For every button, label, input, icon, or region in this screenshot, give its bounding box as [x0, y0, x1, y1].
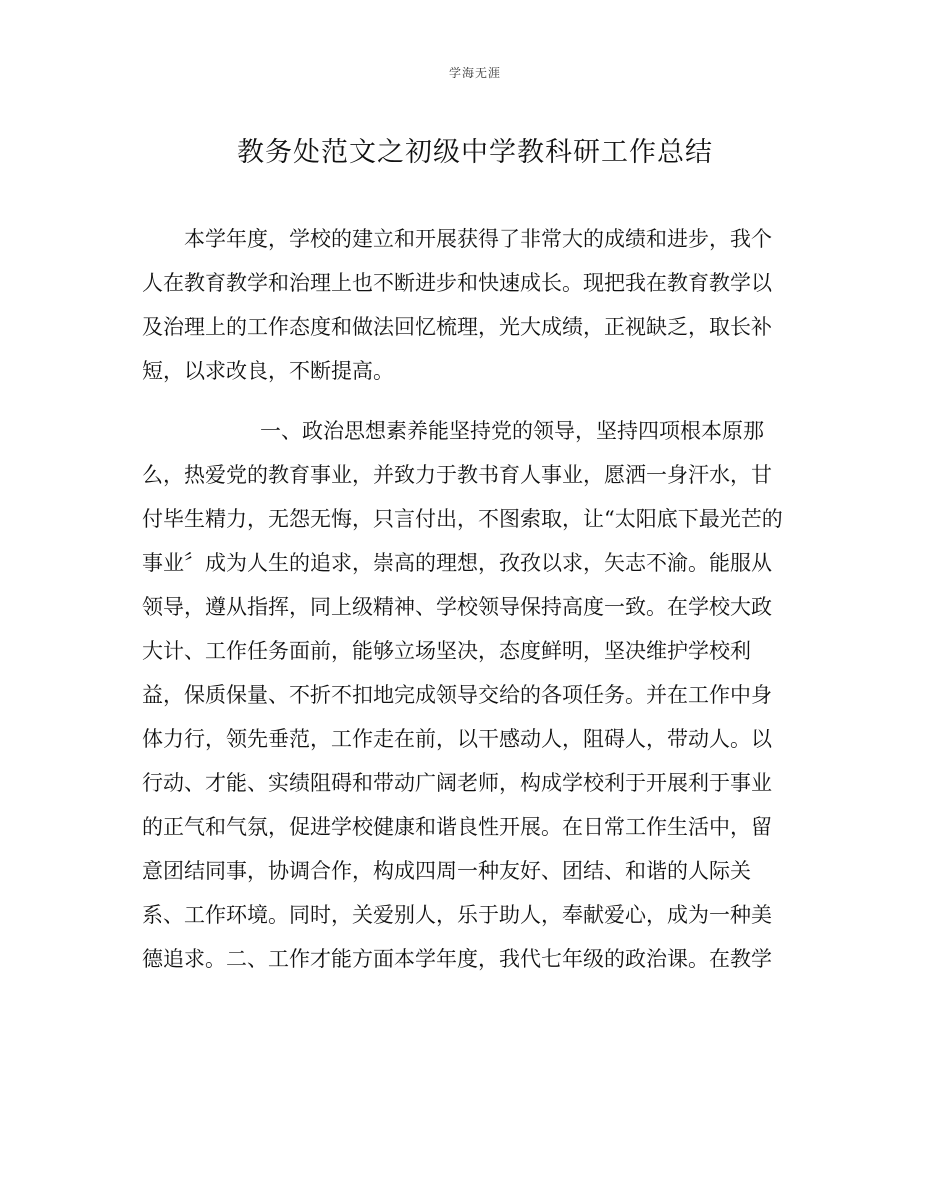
text-line: 短，以求改良，不断提高。	[142, 359, 394, 383]
text-line: 及治理上的工作态度和做法回忆梳理，光大成绩，正视缺乏，取长补	[142, 315, 772, 339]
text-line: 系、工作环境。同时，关爱别人，乐于助人，奉献爱心，成为一种美	[142, 903, 772, 927]
document-title: 教务处范文之初级中学教科研工作总结	[237, 137, 713, 168]
text-line: 人在教育教学和治理上也不断进步和快速成长。现把我在教育教学以	[142, 271, 772, 295]
text-line: 的正气和气氛，促进学校健康和谐良性开展。在日常工作生活中，留	[142, 815, 772, 839]
text-line: 德追求。二、工作才能方面本学年度，我代七年级的政治课。在教学	[142, 947, 772, 971]
text-line: 一、政治思想素养能坚持党的领导，坚持四项根本原那	[260, 419, 764, 443]
text-line: 领导，遵从指挥，同上级精神、学校领导保持高度一致。在学校大政	[142, 595, 772, 619]
text-line: 么，热爱党的教育事业，并致力于教书育人事业，愿洒一身汗水，甘	[142, 463, 772, 487]
text-line: 本学年度，学校的建立和开展获得了非常大的成绩和进步，我个	[184, 227, 772, 251]
text-line: 大计、工作任务面前，能够立场坚决，态度鲜明，坚决维护学校利	[142, 639, 751, 663]
text-line: 行动、才能、实绩阻碍和带动广阔老师，构成学校利于开展利于事业	[142, 771, 772, 795]
paragraph-intro	[142, 217, 808, 393]
paragraph-political	[142, 409, 808, 981]
text-line: 益，保质保量、不折不扣地完成领导交给的各项任务。并在工作中身	[142, 683, 772, 707]
page-header: 学海无涯	[448, 66, 501, 80]
text-line: 事业〞成为人生的追求，崇高的理想，孜孜以求，矢志不渝。能服从	[142, 551, 772, 575]
text-line: 意团结同事，协调合作，构成四周一种友好、团结、和谐的人际关	[142, 859, 751, 883]
text-line: 体力行，领先垂范，工作走在前，以干感动人，阻碍人，带动人。以	[142, 727, 772, 751]
text-line: 付毕生精力，无怨无悔，只言付出，不图索取，让“太阳底下最光芒的	[142, 507, 783, 531]
